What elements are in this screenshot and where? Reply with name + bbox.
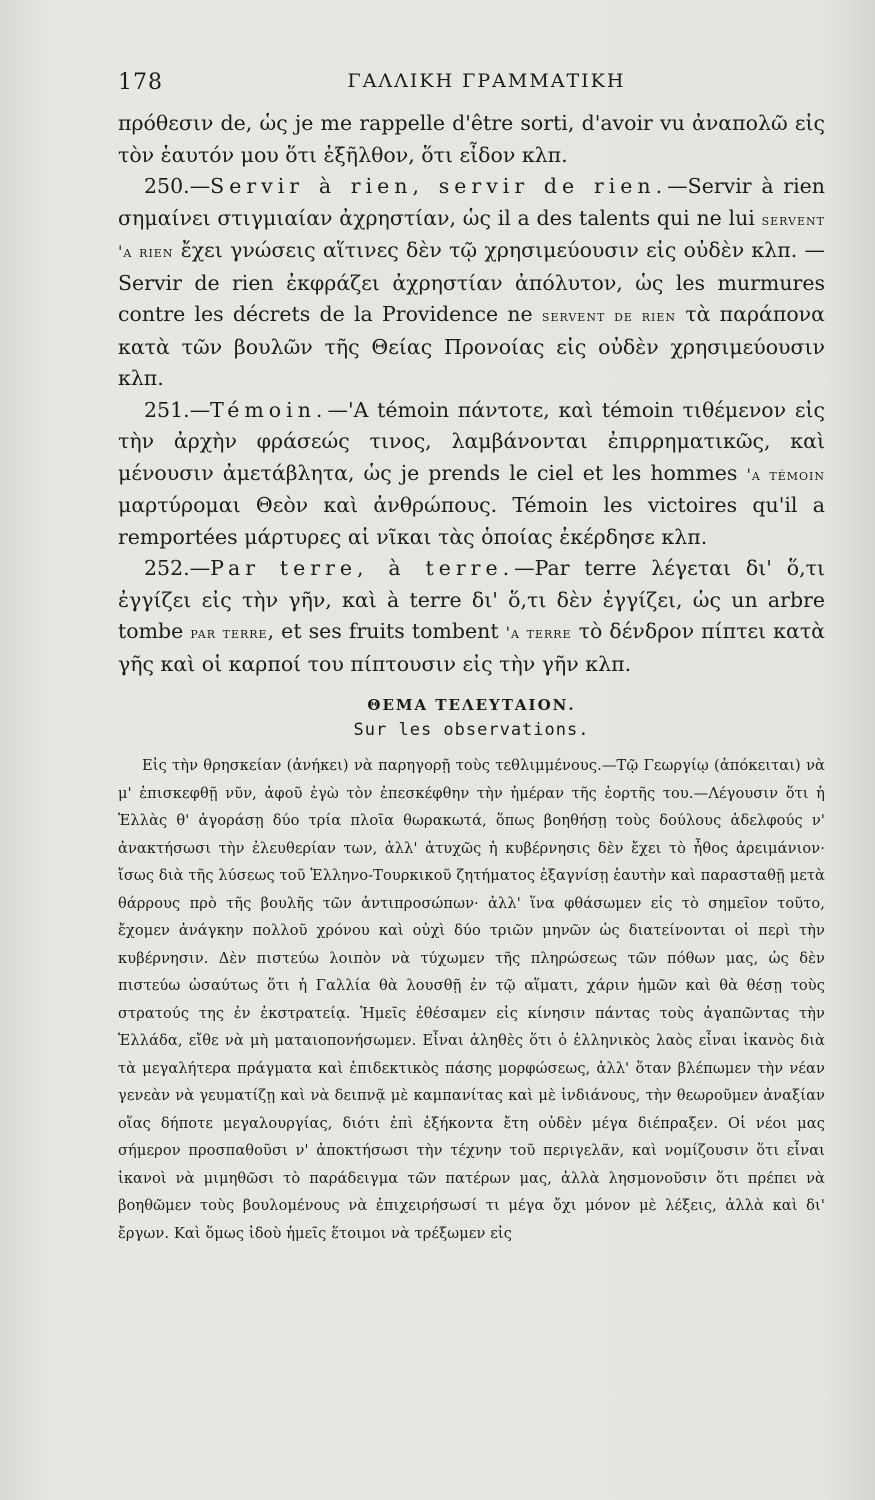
page-body	[118, 108, 825, 1247]
section-251-smallcaps-1: 'a témoin	[746, 464, 825, 484]
page-header	[118, 70, 815, 102]
section-251-number: 251.—	[144, 397, 211, 422]
section-252-text-3: τὸ δένδρον πίπτει κατὰ γῆς καὶ οἱ καρποί του πίπτουσιν εἰς τὴν γῆν κλπ.	[118, 619, 826, 676]
page-number: 178	[118, 70, 163, 95]
section-250-text-3: τὰ παράπονα κατὰ τῶν βουλῶν τῆς Θείας Προνοίας εἰς οὐδὲν χρησιμεύουσιν κλπ.	[118, 302, 825, 390]
intro-paragraph: πρόθεσιν de, ὡς je me rappelle d'être sorti, d'avoir vu ἀναπολῶ εἰς τὸν ἑαυτόν μου ὅτι ἐξῆλθον, ὅτι εἶδον κλπ.	[118, 111, 825, 167]
section-252-smallcaps-2: 'a terre	[505, 623, 572, 642]
section-251-heading: Témoin.	[210, 397, 328, 422]
section-252-number: 252.—	[144, 556, 211, 580]
section-250-text-2: ἔχει γνώσεις αἵτινες δὲν τῷ χρησιμεύουσιν εἰς οὐδὲν κλπ. —Servir de rien ἐκφράζει ἀχρηστίαν ἀπόλυτον, ὡς les murmures contre les décrets de la Providence ne	[118, 238, 825, 326]
section-252-text-1: —Par terre λέγεται δι' ὅ,τι ἐγγίζει εἰς τὴν γῆν, καὶ à terre δι' ὅ,τι δὲν ἐγγίζει, ὡς un arbre tombe	[118, 556, 825, 643]
exercise-title: ΘΕΜΑ ΤΕΛΕΥΤΑΙΟΝ.	[367, 696, 576, 714]
exercise-subtitle: Sur les observations.	[353, 720, 590, 740]
section-251-text-1: —'A témoin πάντοτε, καὶ témoin τιθέμενον εἰς τὴν ἀρχὴν φράσεώς τινος, λαμβάνονται ἐπιρρηματικῶς, καὶ μένουσιν ἀμετάβλητα, ὡς je prends le ciel et les hommes	[118, 397, 825, 485]
section-252	[118, 553, 825, 680]
section-250-text-1: —Servir à rien σημαίνει στιγμιαίαν ἀχρηστίαν, ὡς il a des talents qui ne lui	[118, 174, 826, 230]
section-250	[118, 171, 825, 395]
exercise-text: Εἰς τὴν θρησκείαν (ἀνήκει) νὰ παρηγορῇ τοὺς τεθλιμμένους.—Τῷ Γεωργίῳ (ἀπόκειται) νὰ μ' ἐπισκεφθῇ νῦν, ἀφοῦ ἐγὼ τὸν ἐπεσκέφθην τὴν ἡμέραν τῆς ἑορτῆς του.—Λέγουσιν ὅτι ἡ Ἑλλὰς θ' ἀγοράσῃ δύο τρία πλοῖα θωρακωτά, ὅπως βοηθήσῃ τοὺς δούλους ἀδελφούς ν' ἀνακτήσωσι τὴν ἐλευθερίαν των, ἀλλ' ἀτυχῶς ἡ κυβέρνησις δὲν ἔχει τὸ ἦθος ἀρειμάνιον· ἴσως διὰ τῆς λύσεως τοῦ Ἑλληνο-Τουρκικοῦ ζητήματος ἐξαγνίσῃ ἑαυτὴν καὶ παρασταθῇ μετὰ θάρρους πρὸ τῆς βουλῆς τῶν ἀντιπροσώπων· ἀλλ' ἵνα φθάσωμεν εἰς τὸ σημεῖον τοῦτο, ἔχομεν ἀνάγκην πολλοῦ χρόνου καὶ οὐχὶ δύο τριῶν μηνῶν ὡς διατείνονται οἱ περὶ τὴν κυβέρνησιν. Δὲν πιστεύω λοιπὸν νὰ τύχωμεν τῆς πληρώσεως τῶν πόθων μας, ὡς δὲν πιστεύω ὡσαύτως ὅτι ἡ Γαλλία θὰ λουσθῇ ἐν τῷ αἵματι, χάριν ἡμῶν καὶ θὰ θέσῃ τοὺς στρατούς της ἐν ἐκστρατείᾳ. Ἡμεῖς ἐθέσαμεν εἰς κίνησιν πάντας τοὺς ἀγαπῶντας τὴν Ἑλλάδα, εἴθε νὰ μὴ ματαιοπονήσωμεν. Εἶναι ἀληθὲς ὅτι ὁ ἑλληνικὸς λαὸς εἶναι ἱκανὸς διὰ τὰ μεγαλήτερα πράγματα καὶ ἐπιδεκτικὸς πάσης μορφώσεως, ἀλλ' ὅταν βλέπωμεν τὴν νέαν γενεὰν νὰ γευματίζῃ καὶ νὰ δειπνᾷ μὲ καμπανίτας καὶ μὲ ἰνδιάνους, τὴν θεωροῦμεν ἀναξίαν οἵας δήποτε μεγαλουργίας, διότι ἐπὶ ἑξήκοντα ἔτη οὐδὲν μέγα διέπραξεν. Οἱ νέοι μας σήμερον προσπαθοῦσι ν' ἀποκτήσωσι τὴν τέχνην τοῦ περιγελᾶν, καὶ νομίζουσιν ὅτι εἶναι ἱκανοὶ νὰ μιμηθῶσι τὸ παράδειγμα τῶν πατέρων μας, ἀλλὰ λησμονοῦσιν ὅτι πρέπει νὰ βοηθῶμεν τοὺς βουλομένους νὰ ἐπιχειρήσωσί τι μέγα ὄχι μόνον μὲ λέξεις, ἀλλὰ καὶ δι' ἔργων. Καὶ ὅμως ἰδοὺ ἡμεῖς ἕτοιμοι νὰ τρέξωμεν εἰς	[118, 757, 825, 1242]
section-252-smallcaps-1: par terre	[190, 623, 268, 642]
section-251-text-2: μαρτύρομαι Θεὸν καὶ ἀνθρώπους. Témoin les victoires qu'il a remportées μάρτυρες αἱ νῖκαι τὰς ὁποίας ἐκέρδησε κλπ.	[118, 493, 825, 549]
section-252-heading: Par terre, à terre.	[210, 556, 515, 580]
section-250-heading: Servir à rien, servir de rien.	[210, 174, 668, 198]
exercise-section	[118, 752, 825, 1247]
section-251	[118, 395, 825, 554]
grammar-notes	[118, 108, 825, 680]
section-252-text-2: , et ses fruits tombent	[267, 619, 506, 643]
section-250-smallcaps-1: servent 'a rien	[118, 209, 825, 261]
section-250-smallcaps-2: servent de rien	[541, 306, 677, 325]
section-250-number: 250.—	[144, 174, 211, 198]
running-title: ΓΑΛΛΙΚΗ ΓΡΑΜΜΑΤΙΚΗ	[347, 70, 626, 92]
